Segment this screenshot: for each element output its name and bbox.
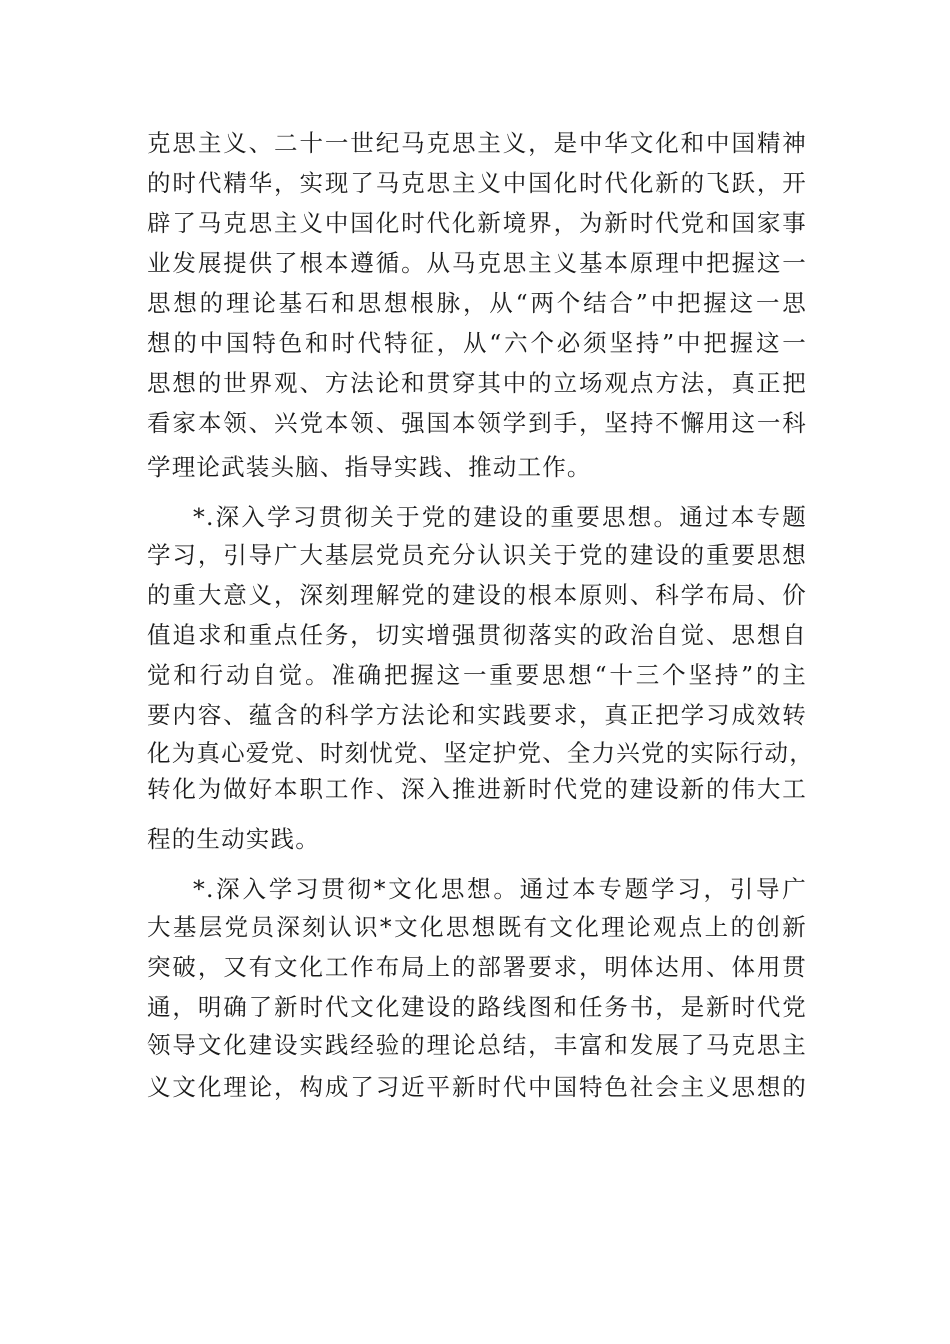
paragraph-3-line-3: 突破，又有文化工作布局上的部署要求，明体达用、体用贯: [147, 953, 807, 981]
paragraph-1-line-6: 想的中国特色和时代特征，从“六个必须坚持”中把握这一: [147, 329, 807, 357]
paragraph-3-line-4: 通，明确了新时代文化建设的路线图和任务书，是新时代党: [147, 993, 807, 1021]
paragraph-3-line-2: 大基层党员深刻认识*文化思想既有文化理论观点上的创新: [147, 913, 807, 941]
paragraph-2-line-2: 学习，引导广大基层党员充分认识关于党的建设的重要思想: [147, 541, 807, 569]
paragraph-2-line-4: 值追求和重点任务，切实增强贯彻落实的政治自觉、思想自: [147, 621, 807, 649]
paragraph-1-line-1: 克思主义、二十一世纪马克思主义，是中华文化和中国精神: [147, 129, 807, 157]
paragraph-1-line-5: 思想的理论基石和思想根脉，从“两个结合”中把握这一思: [147, 289, 807, 317]
paragraph-3-line-6: 义文化理论，构成了习近平新时代中国特色社会主义思想的: [147, 1073, 807, 1101]
paragraph-2-line-1: *.深入学习贯彻关于党的建设的重要思想。通过本专题: [193, 503, 807, 531]
paragraph-3-line-5: 领导文化建设实践经验的理论总结，丰富和发展了马克思主: [147, 1031, 807, 1059]
paragraph-3-line-1: *.深入学习贯彻*文化思想。通过本专题学习，引导广: [193, 875, 807, 903]
paragraph-2-line-6: 要内容、蕴含的科学方法论和实践要求，真正把学习成效转: [147, 701, 807, 729]
paragraph-2-line-7: 化为真心爱党、时刻忧党、坚定护党、全力兴党的实际行动，: [147, 739, 814, 767]
paragraph-2-line-5: 觉和行动自觉。准确把握这一重要思想“十三个坚持”的主: [147, 661, 807, 689]
paragraph-1-line-8: 看家本领、兴党本领、强国本领学到手，坚持不懈用这一科: [147, 409, 807, 437]
paragraph-2-line-9: 程的生动实践。: [147, 825, 320, 853]
paragraph-1-line-2: 的时代精华，实现了马克思主义中国化时代化新的飞跃，开: [147, 169, 807, 197]
paragraph-1-line-4: 业发展提供了根本遵循。从马克思主义基本原理中把握这一: [147, 249, 807, 277]
paragraph-1-line-9: 学理论武装头脑、指导实践、推动工作。: [147, 453, 592, 481]
paragraph-2-line-8: 转化为做好本职工作、深入推进新时代党的建设新的伟大工: [147, 775, 807, 803]
paragraph-1-line-3: 辟了马克思主义中国化时代化新境界，为新时代党和国家事: [147, 209, 807, 237]
paragraph-2-line-3: 的重大意义，深刻理解党的建设的根本原则、科学布局、价: [147, 581, 807, 609]
paragraph-1-line-7: 思想的世界观、方法论和贯穿其中的立场观点方法，真正把: [147, 369, 807, 397]
